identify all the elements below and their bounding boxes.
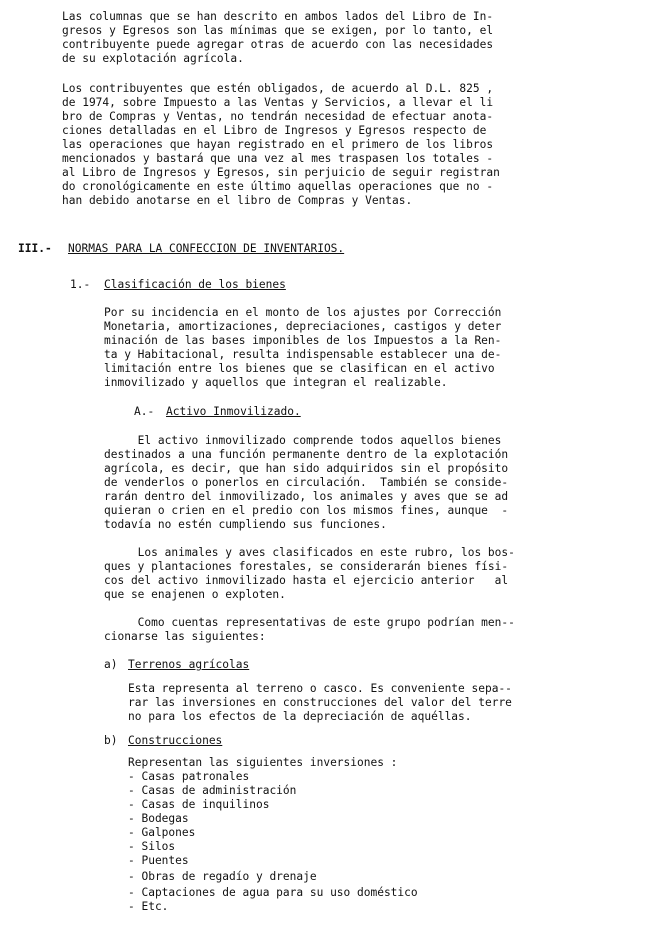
text-line: inmovilizado y aquellos que integran el realizable. xyxy=(104,376,448,389)
list-item: - Bodegas xyxy=(128,812,189,825)
section-title: NORMAS PARA LA CONFECCION DE INVENTARIOS. xyxy=(68,242,345,255)
item-title: Terrenos agrícolas xyxy=(128,658,250,671)
list-item: - Casas de inquilinos xyxy=(128,798,270,811)
text-line: Esta representa al terreno o casco. Es conveniente sepa-- xyxy=(128,682,512,695)
list-item: - Puentes xyxy=(128,854,189,867)
text-line: mencionados y bastará que una vez al mes traspasen los totales - xyxy=(62,152,494,165)
text-line: que se enajenen o exploten. xyxy=(104,588,286,601)
text-line: Monetaria, amortizaciones, depreciaciones, castigos y deter xyxy=(104,320,502,333)
text-line: Por su incidencia en el monto de los ajustes por Corrección xyxy=(104,306,502,319)
text-line: limitación entre los bienes que se clasifican en el activo xyxy=(104,362,495,375)
list-item: - Casas de administración xyxy=(128,784,297,797)
text-line: destinados a una función permanente dentro de la explotación xyxy=(104,448,509,461)
text-line: las operaciones que hayan registrado en el primero de los libros xyxy=(62,138,494,151)
item-marker: a) xyxy=(104,658,118,671)
text-line: no para los efectos de la depreciación de aquéllas. xyxy=(128,710,472,723)
text-line: quieran o crien en el predio con los mismos fines, aunque - xyxy=(104,504,509,517)
text-line: Representan las siguientes inversiones : xyxy=(128,756,398,769)
text-line: Los contribuyentes que estén obligados, de acuerdo al D.L. 825 , xyxy=(62,82,494,95)
subsection-title: Clasificación de los bienes xyxy=(104,278,286,291)
text-line: El activo inmovilizado comprende todos aquellos bienes xyxy=(104,434,502,447)
text-line: cos del activo inmovilizado hasta el ejercicio anterior al xyxy=(104,574,509,587)
text-line: de 1974, sobre Impuesto a las Ventas y Servicios, a llevar el li xyxy=(62,96,494,109)
text-line: Las columnas que se han descrito en ambos lados del Libro de In- xyxy=(62,10,494,23)
text-line: ques y plantaciones forestales, se considerarán bienes físi- xyxy=(104,560,509,573)
text-line: bro de Compras y Ventas, no tendrán necesidad de efectuar anota- xyxy=(62,110,494,123)
text-line: de su explotación agrícola. xyxy=(62,52,244,65)
text-line: ta y Habitacional, resulta indispensable establecer una de- xyxy=(104,348,502,361)
text-line: de venderlos o ponerlos en circulación. También se conside- xyxy=(104,476,509,489)
text-line: al Libro de Ingresos y Egresos, sin perjuicio de seguir registran xyxy=(62,166,500,179)
text-line: ciones detalladas en el Libro de Ingresos y Egresos respecto de xyxy=(62,124,487,137)
text-line: do cronológicamente en este último aquellas operaciones que no - xyxy=(62,180,494,193)
subsection-number: 1.- xyxy=(70,278,91,291)
text-line: minación de las bases imponibles de los Impuestos a la Ren- xyxy=(104,334,502,347)
text-line: cionarse las siguientes: xyxy=(104,630,266,643)
text-line: agrícola, es decir, que han sido adquiridos sin el propósito xyxy=(104,462,509,475)
item-title: Construcciones xyxy=(128,734,223,747)
list-item: - Silos xyxy=(128,840,176,853)
text-line: rar las inversiones en construcciones del valor del terre xyxy=(128,696,512,709)
list-item: - Obras de regadío y drenaje xyxy=(128,870,317,883)
subsection-letter: A.- xyxy=(134,405,155,418)
list-item: - Captaciones de agua para su uso doméstico xyxy=(128,886,418,899)
text-line: han debido anotarse en el libro de Compras y Ventas. xyxy=(62,194,413,207)
item-marker: b) xyxy=(104,734,118,747)
text-line: rarán dentro del inmovilizado, los animales y aves que se ad xyxy=(104,490,509,503)
text-line: Los animales y aves clasificados en este rubro, los bos- xyxy=(104,546,515,559)
section-number: III.- xyxy=(18,242,52,255)
text-line: gresos y Egresos son las mínimas que se exigen, por lo tanto, el xyxy=(62,24,494,37)
list-item: - Galpones xyxy=(128,826,196,839)
list-item: - Etc. xyxy=(128,900,169,913)
text-line: contribuyente puede agregar otras de acuerdo con las necesidades xyxy=(62,38,494,51)
text-line: todavía no estén cumpliendo sus funciones. xyxy=(104,518,387,531)
subsection-title: Activo Inmovilizado. xyxy=(166,405,301,418)
list-item: - Casas patronales xyxy=(128,770,250,783)
text-line: Como cuentas representativas de este grupo podrían men-- xyxy=(104,616,515,629)
